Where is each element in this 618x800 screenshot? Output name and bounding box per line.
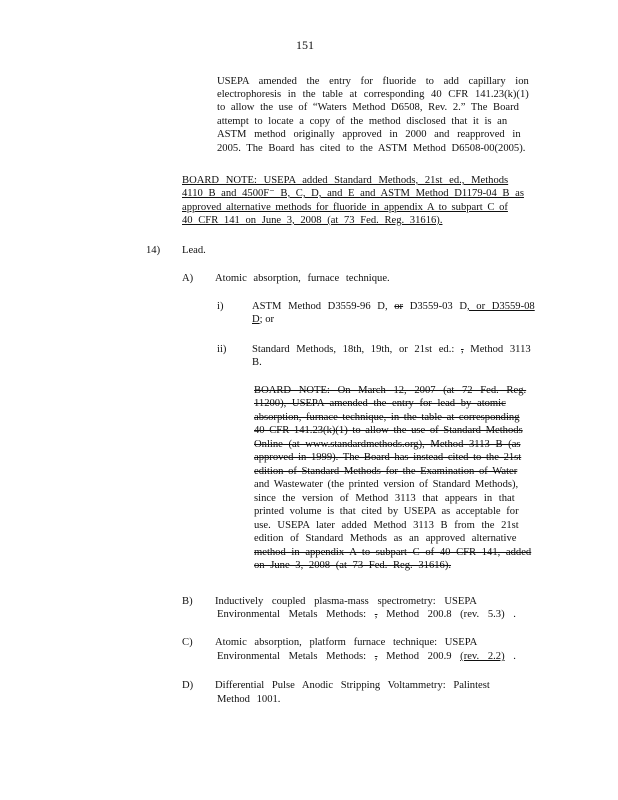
board-note-line: 40 CFR 141 on June 3, 2008 (at 73 Fed. Reg. 31616).	[182, 215, 443, 226]
clause-line	[252, 343, 531, 356]
subitem-letter: B)	[182, 596, 193, 607]
struck-line: edition of Standard Methods for the Examination of Water	[254, 466, 518, 477]
struck-line: on June 3, 2008 (at 73 Fed. Reg. 31616).	[254, 560, 452, 571]
clause-number: i)	[217, 301, 224, 312]
struck-text: or	[394, 301, 404, 312]
subitem-letter: D)	[182, 680, 194, 691]
subitem-text: Atomic absorption, platform furnace technique: USEPA	[215, 637, 478, 648]
note-line: USEPA amended the entry for fluoride to add capillary ion	[217, 76, 529, 87]
clause-text: ASTM Method D3559-96 D,	[252, 301, 395, 312]
clause-text: D3559-03 D	[403, 301, 467, 312]
subitem-text: Inductively coupled plasma-mass spectrometry: USEPA	[215, 596, 477, 607]
subitem-text: Method 200.9	[377, 651, 461, 662]
struck-line: absorption, furnace technique, in the table at corresponding	[254, 412, 520, 423]
subitem-text: Atomic absorption, furnace technique.	[215, 273, 390, 284]
struck-text: ,	[460, 344, 464, 355]
struck-line: approved in 1999). The Board has instead cited to the 21st	[254, 452, 522, 463]
inserted-text: , or D3559-08	[467, 301, 535, 312]
clause-text: Method 3113	[463, 344, 531, 355]
struck-line: BOARD NOTE: On March 12, 2007 (at 72 Fed. Reg.	[254, 385, 527, 396]
item-number: 14)	[146, 245, 161, 256]
note-line: printed volume is that cited by USEPA as acceptable for	[254, 506, 519, 517]
note-line: edition of Standard Methods as an approved alternative	[254, 533, 517, 544]
clause-number: ii)	[217, 344, 227, 355]
subitem-text: Method 1001.	[217, 694, 281, 705]
note-line: use. USEPA later added Method 3113 B from the 21st	[254, 520, 519, 531]
struck-line: Online (at www.standardmethods.org), Method 3113 B (as	[254, 439, 521, 450]
board-note-line: 4110 B and 4500F⁻ B, C, D, and E and ASTM Method D1179-04 B as	[182, 188, 524, 199]
subitem-text: .	[504, 651, 516, 662]
struck-line: 11200), USEPA amended the entry for lead by atomic	[254, 398, 506, 409]
note-line: to allow the use of “Waters Method D6508, Rev. 2.” The Board	[217, 102, 519, 113]
struck-line: 40 CFR 141.23(k)(1) to allow the use of Standard Methods	[254, 425, 523, 436]
subitem-text: Environmental Metals Methods:	[217, 651, 375, 662]
clause-line	[252, 313, 274, 326]
inserted-text: (rev. 2.2)	[460, 651, 505, 662]
note-line: electrophoresis in the table at corresponding 40 CFR 141.23(k)(1)	[217, 89, 529, 100]
struck-text: ,	[374, 609, 378, 620]
page-number: 151	[296, 38, 314, 52]
item-title: Lead.	[182, 245, 206, 256]
note-line: since the version of Method 3113 that appears in that	[254, 493, 515, 504]
struck-text: ,	[374, 651, 378, 662]
clause-line: B.	[252, 357, 262, 368]
note-line: ASTM method originally approved in 2000 and reapproved in	[217, 129, 521, 140]
subitem-text: Environmental Metals Methods:	[217, 609, 375, 620]
subitem-text: Differential Pulse Anodic Stripping Voltammetry: Palintest	[215, 680, 490, 691]
note-line: 2005. The Board has cited to the ASTM Method D6508-00(2005).	[217, 143, 526, 154]
note-line: and Wastewater (the printed version of Standard Methods),	[254, 479, 519, 490]
board-note-line: BOARD NOTE: USEPA added Standard Methods, 21st ed., Methods	[182, 175, 509, 186]
inserted-text: D	[252, 314, 260, 325]
subitem-line	[217, 650, 516, 663]
note-line: attempt to locate a copy of the method disclosed that it is an	[217, 116, 508, 127]
subitem-line	[217, 608, 516, 621]
subitem-letter: C)	[182, 637, 193, 648]
clause-text: ; or	[259, 314, 275, 325]
subitem-letter: A)	[182, 273, 194, 284]
clause-text: Standard Methods, 18th, 19th, or 21st ed.:	[252, 344, 461, 355]
clause-line	[252, 300, 535, 313]
board-note-line: approved alternative methods for fluoride in appendix A to subpart C of	[182, 202, 508, 213]
subitem-text: Method 200.8 (rev. 5.3) .	[377, 609, 516, 620]
struck-line: method in appendix A to subpart C of 40 CFR 141, added	[254, 547, 532, 558]
